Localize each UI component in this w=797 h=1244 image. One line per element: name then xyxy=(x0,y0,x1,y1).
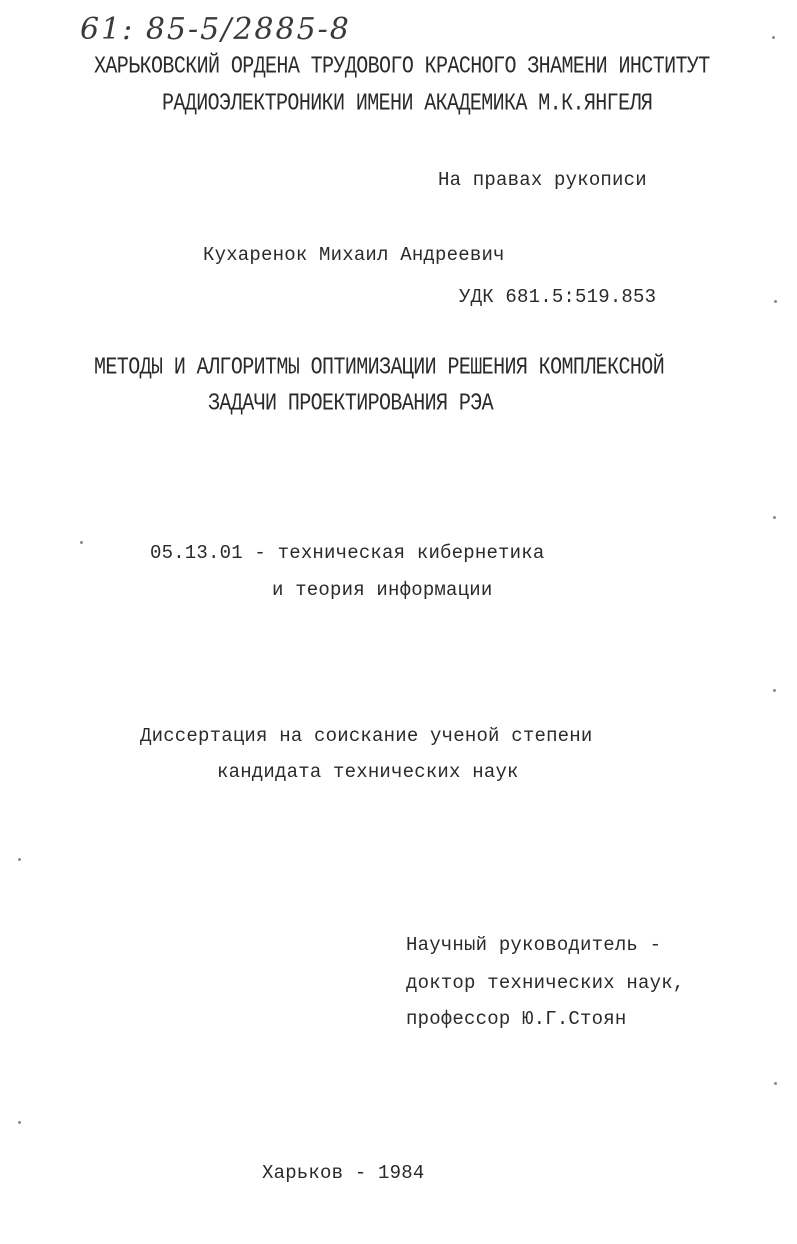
dissertation-title-line-1: МЕТОДЫ И АЛГОРИТМЫ ОПТИМИЗАЦИИ РЕШЕНИЯ КОМПЛЕКСНОЙ xyxy=(94,354,665,382)
supervisor-line-1: Научный руководитель - xyxy=(406,934,662,956)
supervisor-line-3: профессор Ю.Г.Стоян xyxy=(406,1008,627,1030)
scan-speck xyxy=(774,300,777,303)
dissertation-title-line-2: ЗАДАЧИ ПРОЕКТИРОВАНИЯ РЭА xyxy=(208,390,494,418)
scan-speck xyxy=(774,1082,777,1085)
institute-name-line-2: РАДИОЭЛЕКТРОНИКИ ИМЕНИ АКАДЕМИКА М.К.ЯНГЕЛЯ xyxy=(162,90,653,118)
city-and-year: Харьков - 1984 xyxy=(262,1162,425,1184)
udc-code: УДК 681.5:519.853 xyxy=(459,286,657,308)
handwritten-archive-number: 61: 85-5/2885-8 xyxy=(80,12,351,47)
scan-speck xyxy=(80,541,83,544)
specialty-code-line-2: и теория информации xyxy=(272,579,493,601)
manuscript-rights-note: На правах рукописи xyxy=(438,169,647,191)
institute-name-line-1: ХАРЬКОВСКИЙ ОРДЕНА ТРУДОВОГО КРАСНОГО ЗНАМЕНИ ИНСТИТУТ xyxy=(94,53,710,81)
scan-speck xyxy=(18,1121,21,1124)
scan-speck xyxy=(772,36,775,39)
supervisor-line-2: доктор технических наук, xyxy=(406,972,685,994)
degree-statement-line-1: Диссертация на соискание ученой степени xyxy=(140,725,593,747)
scan-speck xyxy=(773,689,776,692)
author-name: Кухаренок Михаил Андреевич xyxy=(203,244,505,266)
specialty-code-line-1: 05.13.01 - техническая кибернетика xyxy=(150,542,545,564)
scan-speck xyxy=(773,516,776,519)
degree-statement-line-2: кандидата технических наук xyxy=(217,761,519,783)
scan-speck xyxy=(18,858,21,861)
